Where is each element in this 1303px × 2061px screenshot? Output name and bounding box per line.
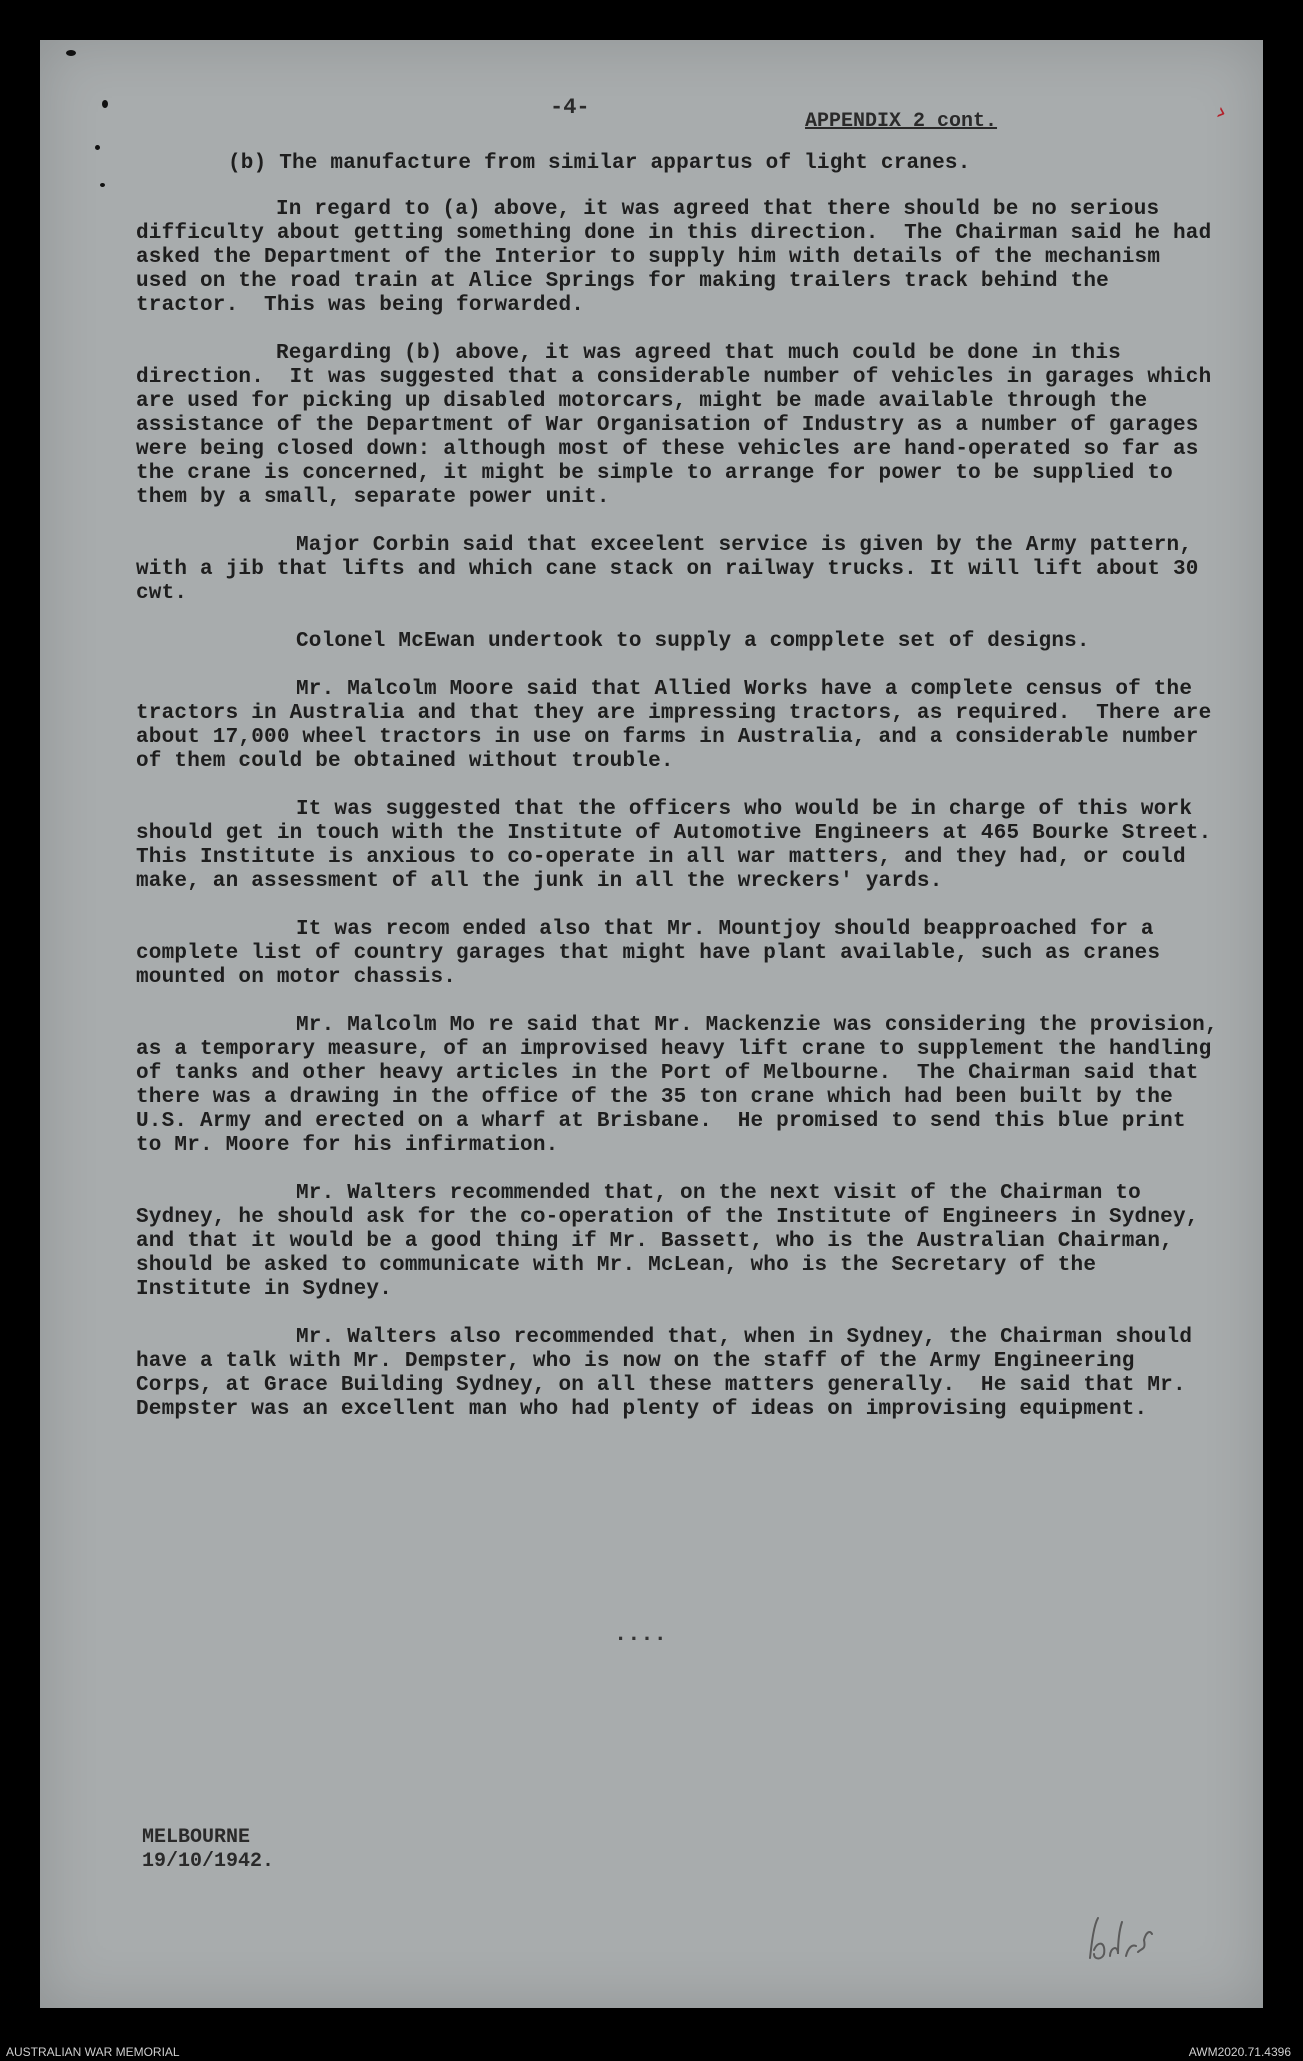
- paragraph-walters-sydney: Mr. Walters recommended that, on the next visit of the Chairman to Sydney, he should ask for the co-operation of the Institute of Engineers in Sydney, and that it would be a good thing if Mr. Bassett, who is the Australian Chairman, should be asked to communicate with Mr. McLean, who is the Secretary of the Institute in Sydney.: [136, 1182, 1212, 1301]
- archive-footer: [0, 2041, 1303, 2061]
- place-date-block: [142, 1826, 274, 1874]
- paragraph-walters-dempster: Mr. Walters also recommended that, when in Sydney, the Chairman should have a talk with Mr. Dempster, who is now on the staff of the Army Engineering Corps, at Grace Building Sydney, on all these matters generally. He said that Mr. Dempster was an excellent man who had plenty of ideas on improvising equipment.: [136, 1326, 1205, 1421]
- paragraph-automotive-engineers: It was suggested that the officers who would be in charge of this work should get in touch with the Institute of Automotive Engineers at 465 Bourke Street. This Institute is anxious to co-operate in all war matters, and they had, or could make, an assessment of all the junk in all the wreckers' yards.: [136, 798, 1225, 893]
- handwritten-initials: [1080, 1910, 1170, 1970]
- paragraph-malcolm-moore-tractors: Mr. Malcolm Moore said that Allied Works have a complete census of the tractors in Australia and that they are impressing tractors, as required. There are about 17,000 wheel tractors in use on farms in Australia, and a considerable number of them could be obtained without trouble.: [136, 678, 1225, 773]
- paragraph-colonel-mcewan: Colonel McEwan undertook to supply a compplete set of designs.: [296, 630, 1090, 653]
- paragraph-regarding-a: In regard to (a) above, it was agreed that there should be no serious difficulty about getting something done in this direction. The Chairman said he had asked the Department of the Interior to supply him with details of the mechanism used on the road train at Alice Springs for making trailers track behind the tractor. This was being forwarded.: [136, 198, 1225, 317]
- paragraph-major-corbin: Major Corbin said that exceelent service is given by the Army pattern, with a jib that lifts and which cane stack on railway trucks. It will lift about 30 cwt.: [136, 534, 1212, 605]
- paragraph-mackenzie-crane: Mr. Malcolm Mo re said that Mr. Mackenzie was considering the provision, as a temporary measure, of an improvised heavy lift crane to supplement the handling of tanks and other heavy articles in the Port of Melbourne. The Chairman said that there was a drawing in the office of the 35 ton crane which had been built by the U.S. Army and erected on a wharf at Brisbane. He promised to send this blue print to Mr. Moore for his infirmation.: [136, 1014, 1231, 1157]
- appendix-heading: APPENDIX 2 cont.: [805, 110, 998, 133]
- archive-reference: AWM2020.71.4396: [1188, 2045, 1291, 2059]
- ink-speck: [95, 145, 100, 150]
- paragraph-regarding-b: Regarding (b) above, it was agreed that much could be done in this direction. It was suggested that a considerable number of vehicles in garages which are used for picking up disabled motorcars, might be made available through the assistance of the Department of War Organisation of Industry as a number of garages were being closed down: although most of these vehicles are hand-operated so far as the crane is concerned, it might be simple to arrange for power to be supplied to them by a small, separate power unit.: [136, 342, 1225, 509]
- ink-speck: [66, 50, 76, 56]
- ink-speck: [100, 183, 105, 187]
- document-page: [40, 40, 1263, 2008]
- paragraph-mountjoy: It was recom ended also that Mr. Mountjoy should beapproached for a complete list of country garages that might have plant available, such as cranes mounted on motor chassis.: [136, 918, 1173, 989]
- document-date: 19/10/1942.: [142, 1850, 275, 1873]
- page-number: -4-: [550, 95, 590, 120]
- place-name: MELBOURNE: [142, 1826, 251, 1849]
- ink-speck: [102, 100, 108, 108]
- paragraph-item-b: (b) The manufacture from similar appartus of light cranes.: [228, 152, 971, 175]
- archive-name: AUSTRALIAN WAR MEMORIAL: [6, 2045, 180, 2059]
- section-separator: ....: [614, 1622, 667, 1647]
- red-margin-mark: ›: [1212, 97, 1232, 127]
- memo-body: [136, 152, 1231, 1446]
